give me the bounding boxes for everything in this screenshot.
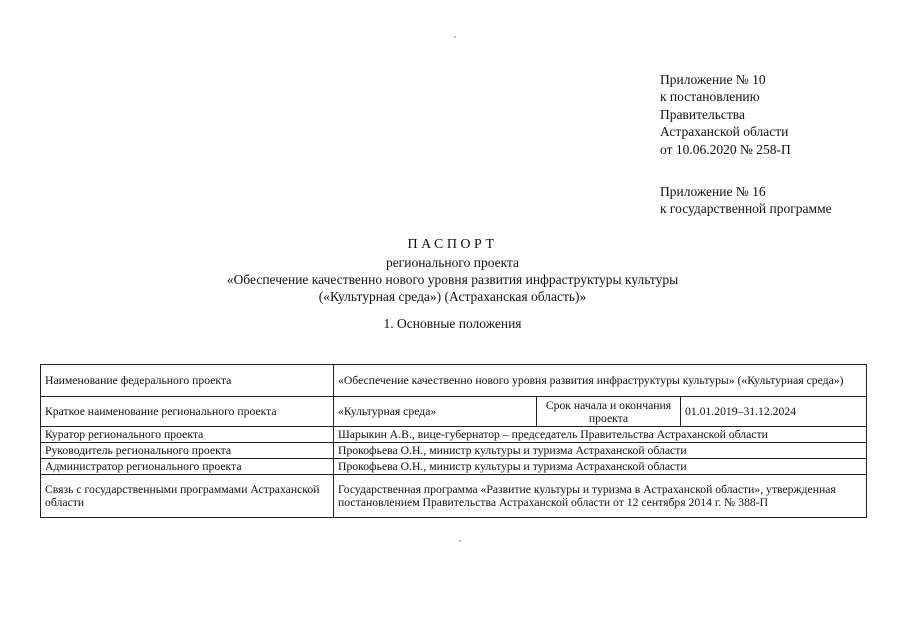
curator-value: Шарыкин А.В., вице-губернатор – председатель Правительства Астраханской области bbox=[334, 427, 867, 443]
federal-project-value: «Обеспечение качественно нового уровня развития инфраструктуры культуры» («Культурная среда») bbox=[334, 365, 867, 397]
head-value: Прокофьева О.Н., министр культуры и туризма Астраханской области bbox=[334, 443, 867, 459]
annex-10-header bbox=[660, 71, 791, 158]
document-title bbox=[0, 236, 905, 305]
admin-value: Прокофьева О.Н., министр культуры и туризма Астраханской области bbox=[334, 459, 867, 475]
programs-link-label: Связь с государственными программами Астраханской области bbox=[41, 475, 334, 518]
annex-line: к постановлению bbox=[660, 89, 760, 105]
passport-table bbox=[40, 364, 867, 518]
scan-speck bbox=[459, 540, 461, 542]
table-row bbox=[41, 427, 867, 443]
scan-speck bbox=[454, 36, 456, 38]
annex-line: Приложение № 16 bbox=[660, 184, 766, 199]
annex-line: Правительства bbox=[660, 106, 745, 122]
short-name-label: Краткое наименование регионального проекта bbox=[41, 397, 334, 427]
title-project-name: «Обеспечение качественно нового уровня развития инфраструктуры культуры bbox=[226, 272, 679, 287]
annex-line: Астраханской области bbox=[660, 124, 789, 140]
short-name-value: «Культурная среда» bbox=[334, 397, 537, 427]
annex-line: Приложение № 10 bbox=[660, 72, 766, 87]
title-project-name-cont: («Культурная среда») (Астраханская область)» bbox=[318, 289, 587, 304]
table-row bbox=[41, 459, 867, 475]
federal-project-label: Наименование федерального проекта bbox=[41, 365, 334, 397]
annex-line: к государственной программе bbox=[660, 201, 832, 217]
title-subtitle: регионального проекта bbox=[385, 255, 520, 270]
table-row bbox=[41, 397, 867, 427]
annex-16-header bbox=[660, 183, 832, 218]
programs-link-value: Государственная программа «Развитие культуры и туризма в Астраханской области», утвержденная постановлением Правительства Астраханской области от 12 сентября 2014 г. № 388-П bbox=[334, 475, 867, 518]
head-label: Руководитель регионального проекта bbox=[41, 443, 334, 459]
table-row bbox=[41, 365, 867, 397]
table-row bbox=[41, 475, 867, 518]
table-row bbox=[41, 443, 867, 459]
annex-line: от 10.06.2020 № 258-П bbox=[660, 141, 791, 157]
period-value: 01.01.2019–31.12.2024 bbox=[681, 397, 867, 427]
section-title: 1. Основные положения bbox=[383, 316, 522, 331]
title-passport: ПАСПОРТ bbox=[407, 237, 498, 252]
admin-label: Администратор регионального проекта bbox=[41, 459, 334, 475]
curator-label: Куратор регионального проекта bbox=[41, 427, 334, 443]
period-label: Срок начала и окончания проекта bbox=[537, 397, 681, 427]
